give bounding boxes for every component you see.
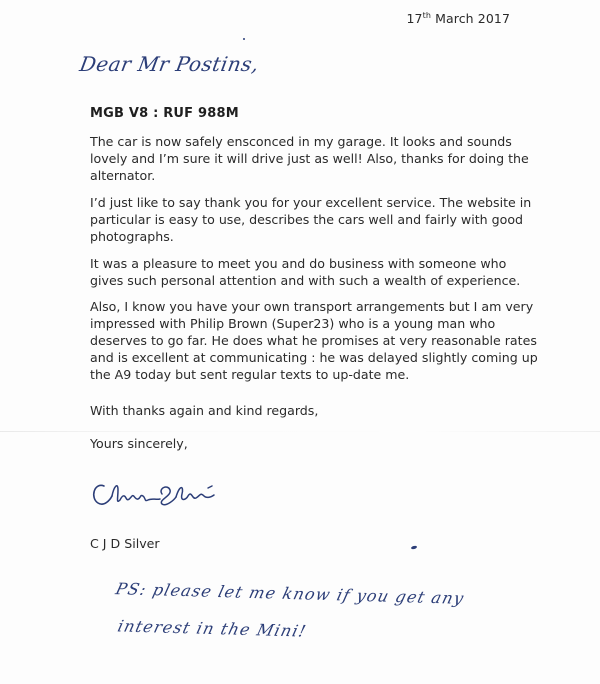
salutation: Dear Mr Postins,: [77, 52, 262, 76]
postscript-line-1: PS: please let me know if you get any: [113, 579, 467, 608]
ink-dot: [243, 38, 245, 40]
handwritten-signature: [88, 476, 238, 512]
date-day: 17: [406, 11, 423, 26]
closing-line: With thanks again and kind regards,: [90, 403, 319, 418]
scan-fold-line: [0, 431, 600, 432]
date-month-year: March 2017: [431, 11, 510, 26]
letter-heading: MGB V8 : RUF 988M: [90, 106, 239, 121]
sign-off: Yours sincerely,: [90, 436, 188, 451]
letter-date: [407, 11, 511, 26]
ink-mark: [411, 545, 418, 549]
date-suffix: th: [422, 10, 432, 20]
paragraph-car-garage: The car is now safely ensconced in my garage. It looks and sounds lovely and I’m sure it will drive just as well! Also, thanks for doing the alternator.: [90, 134, 529, 183]
signer-name: C J D Silver: [90, 536, 160, 551]
postscript-line-2: interest in the Mini!: [115, 616, 309, 641]
paragraph-pleasure: It was a pleasure to meet you and do business with someone who gives such personal attention and with such a wealth of experience.: [90, 256, 521, 288]
paragraph-transport: Also, I know you have your own transport arrangements but I am very impressed with Philip Brown (Super23) who is a young man who deserves to go far. He does what he promises at very reasonable rates and is excellent at communicating : he was delayed slightly coming up the A9 today but sent regular texts to up-date me.: [90, 299, 538, 382]
paragraph-service-thanks: I’d just like to say thank you for your excellent service. The website in particular is easy to use, describes the cars well and fairly with good photographs.: [90, 195, 532, 244]
